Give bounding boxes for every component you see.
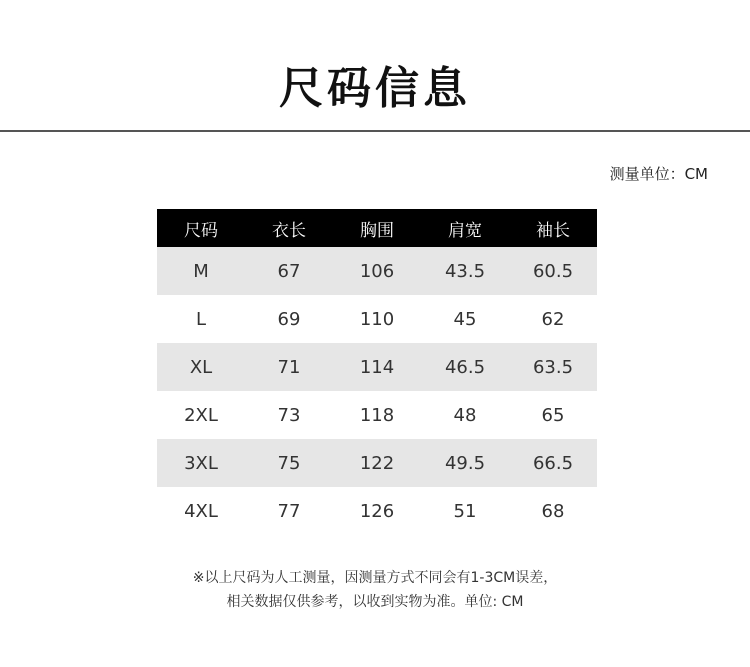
cell-size: M bbox=[193, 260, 209, 282]
cell-size: L bbox=[195, 308, 207, 330]
cell-chest: 126 bbox=[359, 500, 395, 522]
header-chest: 胸围 bbox=[360, 220, 394, 241]
cell-size: 3XL bbox=[184, 452, 218, 474]
cell-shoulder: 48 bbox=[453, 404, 477, 426]
measurement-footnote bbox=[0, 566, 750, 614]
footnote-line-2: 相关数据仅供参考，以收到实物为准。单位: CM bbox=[226, 594, 524, 610]
table-row bbox=[157, 247, 597, 295]
cell-sleeve: 60.5 bbox=[532, 260, 574, 282]
cell-length: 71 bbox=[277, 356, 301, 378]
header-shoulder: 肩宽 bbox=[448, 220, 482, 241]
table-row bbox=[157, 487, 597, 535]
cell-sleeve: 68 bbox=[541, 500, 565, 522]
cell-shoulder: 51 bbox=[453, 500, 477, 522]
table-row bbox=[157, 295, 597, 343]
cell-sleeve: 65 bbox=[541, 404, 565, 426]
cell-chest: 122 bbox=[359, 452, 395, 474]
cell-length: 69 bbox=[277, 308, 301, 330]
cell-shoulder: 49.5 bbox=[444, 452, 486, 474]
cell-sleeve: 66.5 bbox=[532, 452, 574, 474]
table-row bbox=[157, 391, 597, 439]
header-length: 衣长 bbox=[272, 220, 306, 241]
footnote-line-1: ※以上尺码为人工测量，因测量方式不同会有1-3CM误差， bbox=[192, 570, 558, 586]
cell-length: 67 bbox=[277, 260, 301, 282]
header-size: 尺码 bbox=[184, 220, 218, 241]
cell-chest: 114 bbox=[359, 356, 395, 378]
cell-length: 75 bbox=[277, 452, 301, 474]
cell-size: XL bbox=[189, 356, 213, 378]
size-table bbox=[157, 209, 597, 535]
table-header-row bbox=[157, 209, 597, 247]
cell-chest: 110 bbox=[359, 308, 395, 330]
cell-sleeve: 63.5 bbox=[532, 356, 574, 378]
table-row bbox=[157, 343, 597, 391]
cell-chest: 118 bbox=[359, 404, 395, 426]
cell-sleeve: 62 bbox=[541, 308, 565, 330]
cell-length: 77 bbox=[277, 500, 301, 522]
cell-shoulder: 43.5 bbox=[444, 260, 486, 282]
table-row bbox=[157, 439, 597, 487]
cell-size: 4XL bbox=[184, 500, 218, 522]
unit-label: 测量单位：CM bbox=[609, 165, 708, 183]
cell-length: 73 bbox=[277, 404, 301, 426]
page-title: 尺码信息 bbox=[279, 63, 471, 114]
cell-shoulder: 46.5 bbox=[444, 356, 486, 378]
header-sleeve: 袖长 bbox=[536, 220, 570, 241]
cell-shoulder: 45 bbox=[453, 308, 477, 330]
cell-size: 2XL bbox=[184, 404, 218, 426]
title-divider bbox=[0, 130, 750, 132]
cell-chest: 106 bbox=[359, 260, 395, 282]
